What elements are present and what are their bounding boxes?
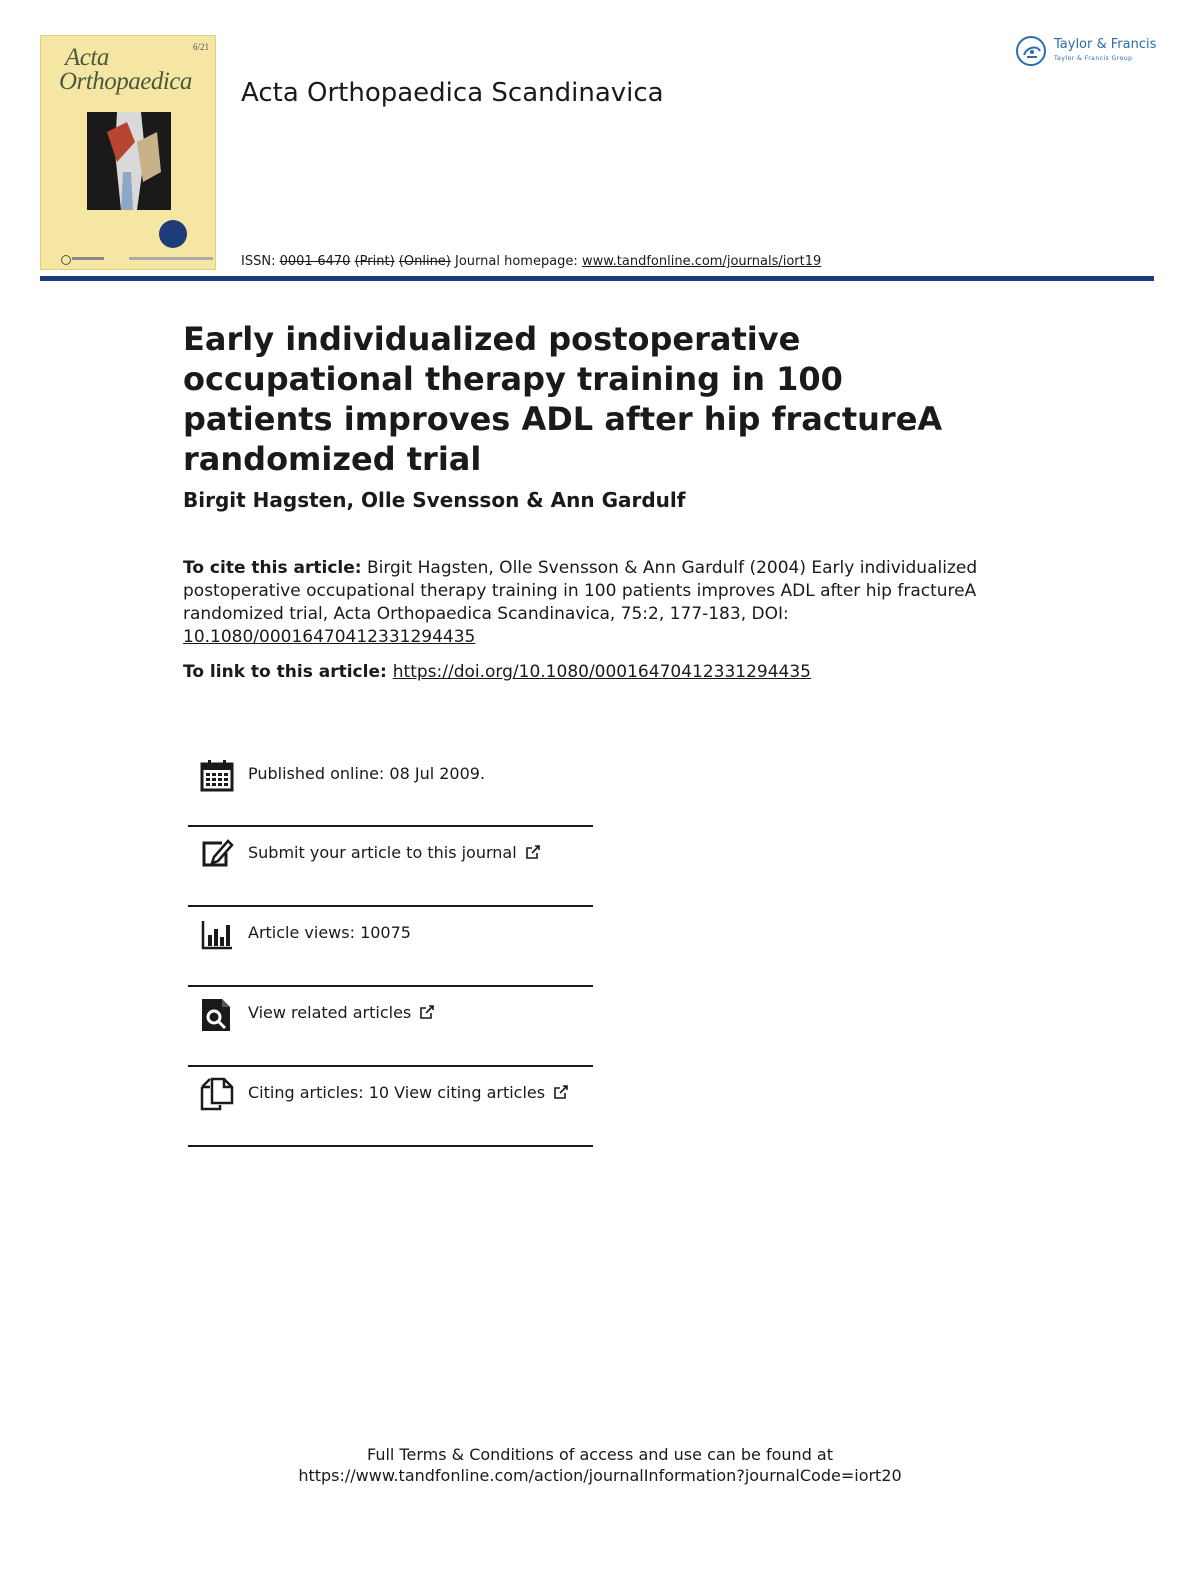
submit-article-row[interactable]: [188, 827, 593, 907]
journal-cover-image: [40, 35, 216, 270]
taylor-francis-logo-icon: [1016, 36, 1046, 66]
article-authors: Birgit Hagsten, Olle Svensson & Ann Gardulf: [183, 488, 686, 512]
publisher-name: Taylor & Francis: [1054, 37, 1157, 52]
cover-footer: [49, 254, 209, 264]
issn-label: ISSN:: [241, 254, 276, 269]
publisher-logo[interactable]: [1016, 35, 1156, 69]
cover-publisher-icon: [61, 255, 71, 265]
article-meta-list: [188, 748, 593, 1147]
cover-illustration: [87, 112, 171, 210]
publisher-tagline: Taylor & Francis Group: [1054, 55, 1133, 62]
terms-link[interactable]: https://www.tandfonline.com/action/journalInformation?journalCode=iort20: [298, 1466, 902, 1485]
citing-articles-row[interactable]: [188, 1067, 593, 1147]
edit-icon: [200, 837, 234, 871]
published-online-text: Published online: 08 Jul 2009.: [248, 764, 486, 783]
citation-doi-link[interactable]: 10.1080/00016470412331294435: [183, 627, 476, 647]
copy-documents-icon: [200, 1077, 234, 1111]
external-link-icon: [419, 1004, 435, 1020]
cover-title-line1: Acta: [65, 44, 109, 71]
calendar-icon: [200, 758, 234, 792]
journal-title: Acta Orthopaedica Scandinavica: [241, 78, 664, 108]
external-link-icon: [553, 1084, 569, 1100]
journal-homepage-link[interactable]: www.tandfonline.com/journals/iort19: [581, 254, 822, 269]
bar-chart-icon: [200, 917, 234, 951]
citation-block: [183, 557, 983, 649]
cover-title: [59, 44, 192, 95]
citing-articles-link[interactable]: Citing articles: 10 View citing articles: [248, 1083, 546, 1102]
terms-footer: [0, 1444, 1200, 1486]
published-online-row: [188, 748, 593, 827]
cover-seal-icon: [159, 220, 187, 248]
article-doi-link[interactable]: https://doi.org/10.1080/00016470412331294435: [392, 662, 811, 682]
external-link-icon: [525, 844, 541, 860]
article-link-line: [183, 662, 811, 682]
cover-title-line2: Orthopaedica: [59, 68, 192, 95]
link-label: To link to this article:: [183, 662, 387, 682]
document-search-icon: [200, 997, 234, 1031]
issn-line: [241, 254, 821, 269]
submit-article-link[interactable]: Submit your article to this journal: [248, 843, 517, 862]
citation-text: Birgit Hagsten, Olle Svensson & Ann Gardulf (2004) Early individualized postoperative occupational therapy training in 100 patients improves ADL after hip fractureA randomized trial, Acta Orthopaedica Scandinavica, 75:2, 177-183, DOI:: [183, 558, 978, 624]
homepage-label: Journal homepage:: [455, 254, 578, 269]
terms-text: Full Terms & Conditions of access and use can be found at: [366, 1445, 834, 1464]
article-views-row: [188, 907, 593, 987]
issn-online-suffix: (Online): [398, 254, 451, 269]
citation-label: To cite this article:: [183, 558, 362, 578]
article-views-text: Article views: 10075: [248, 923, 411, 942]
related-articles-row[interactable]: [188, 987, 593, 1067]
header-divider: [40, 276, 1154, 281]
issn-print-suffix: (Print): [354, 254, 395, 269]
article-title: Early individualized postoperative occupational therapy training in 100 patients improves ADL after hip fractureA randomized trial: [183, 320, 943, 478]
related-articles-link[interactable]: View related articles: [248, 1003, 412, 1022]
issn-print: 0001-6470: [279, 254, 351, 269]
cover-issue-number: 6/21: [192, 42, 209, 52]
